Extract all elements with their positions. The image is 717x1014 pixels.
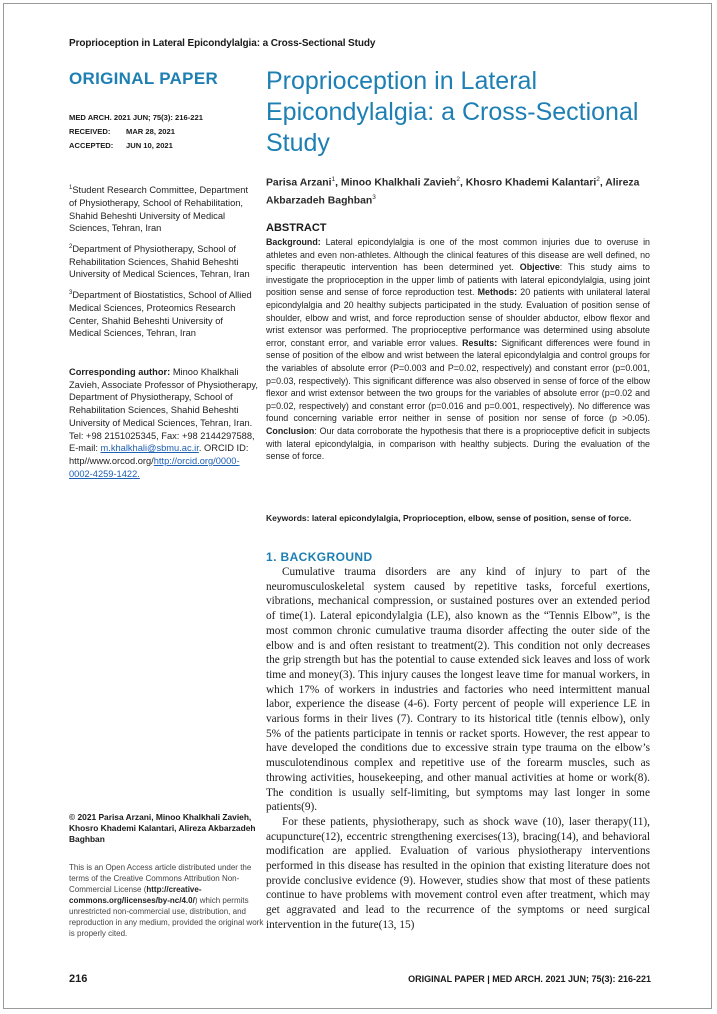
corresponding-text: Minoo Khalkhali Zavieh, Associate Professor of Physiotherapy, Department of Physiotherapy, School of Rehabilitation Sciences, Shahid Beheshti University of Medical Sciences, Tehran, Iran. Tel: +98 2151025345, Fax: +98 2144297588, E-mail:	[69, 367, 258, 454]
accepted-date: JUN 10, 2021	[126, 141, 173, 150]
accepted-row	[69, 139, 203, 153]
received-date: MAR 28, 2021	[126, 127, 175, 136]
received-label: RECEIVED:	[69, 127, 111, 136]
author-name: Alireza Akbarzadeh Baghban	[266, 177, 640, 207]
publication-meta	[69, 111, 203, 153]
author-name: Parisa Arzani	[266, 177, 332, 189]
corresponding-label: Corresponding author:	[69, 367, 171, 377]
abstract-body: Background: Lateral epicondylalgia is one of the most common injuries due to overuse in athletes and even non-athletes. Although the clinical features of this disease are well defined, no specific therapeutic intervention has been determined yet. Objective: This study aims to investigate the proprioception in the upper limb of patients with lateral epicondylalgia, using joint position sense and sense of force reproduction test. Methods: 20 patients with unilateral lateral epicondylalgia and 20 healthy subjects participated in the study. Evaluation of position sense of shoulder, elbow and wrist, and force reproduction sense of shoulder abductor, elbow flexor and wrist extensor was performed. The proprioceptive performance was determined using absolute error, constant error, and variable error values. Results: Significant differences were found in sense of position of the elbow and wrist between the lateral epicondylalgia and control groups for the variables of absolute error (P=0.003 and P=0.02, respectively) and constant error (p=0.001, p=0.03, respectively). This significant difference was also observed in sense of force of the elbow flexor and wrist extensor between the two groups for the variables of absolute error (p=0.02 and p=0.02, respectively) and constant error (p=0.016 and p=0.001, respectively). No difference was found concerning variable error neither in sense of position nor sense of force (p >0.05). Conclusion: Our data corroborate the hypothesis that there is a proprioceptive deficit in subjects with lateral epicondylalgia, in comparison with healthy subjects. During the evaluation of the sense of force.	[266, 237, 651, 462]
accepted-label: ACCEPTED:	[69, 141, 114, 150]
received-row	[69, 125, 203, 139]
paragraph: For these patients, physiotherapy, such as shock wave (10), laser therapy(11), acupuncture(12), eccentric strengthening exercises(13), bracing(14), and behavioral modification are applied. Evaluation of various physiotherapy interventions performed in this disease has resulted in the opinion that existing literature does not provide conclusive evidence (9). However, studies show that most of these patients continue to have problems with movement control even after treatment, which may get aggravated and lead to the recurrence of the symptoms or need surgical intervention in the future(13, 15)	[266, 815, 650, 931]
affiliation: $^1$Student Research Committee, Department of Physiotherapy, School of Rehabilitation, Shahid Beheshti University of Medical Sciences, Tehran, Iran	[69, 185, 249, 234]
paragraph: Cumulative trauma disorders are any kind of injury to part of the neuromusculoskeletal system caused by repetitive tasks, forceful exertions, vibrations, mechanical compression, or sustained postures over an extended period of time(1). Lateral epicondylalgia (LE), also known as the “Tennis Elbow”, is the most common chronic cumulative trauma disorder affecting the outer side of the elbow and is and often resistant to treatment(2). This condition not only decreases the grip strength but has the potential to cause extended sick leaves and loss of work time and money(3). This injury causes the longest leave time for manual workers, in which 17% of workers in industries and factories who need intermittent manual labor, experience the disease (4-6). Forty percent of people will experience LE in various forms in their lives (7). Contrary to its historical title (tennis elbow), only 5% of the patients participate in tennis or racket sports. However, the rest appear to have developed the conditions due to excessive strain type trauma on the elbow’s musculotendinous complex and repetitive use of the forearm muscles, such as throwing activities, housekeeping, and other manual activities at home or work(8). The condition is usually self-limiting, but symptoms may last longer in some patients(9).	[266, 566, 650, 814]
running-head: Proprioception in Lateral Epicondylalgia: a Cross-Sectional Study	[69, 38, 376, 49]
email-link[interactable]: m.khalkhali@sbmu.ac.ir	[100, 443, 199, 454]
affiliation: $^2$Department of Physiotherapy, School of Rehabilitation Sciences, Shahid Beheshti University of Medical Sciences, Tehran, Iran	[69, 243, 250, 280]
abstract-heading: ABSTRACT	[266, 222, 327, 234]
orcid-link[interactable]: http://orcid.org/0000-0002-4259-1422.	[69, 455, 240, 479]
article-type-label: ORIGINAL PAPER	[69, 69, 219, 88]
author-list: Parisa Arzani$^1$, Minoo Khalkhali Zavieh$^2$, Khosro Khademi Kalantari$^2$, Alireza Akbarzadeh Baghban$^3$	[266, 176, 640, 207]
corresponding-author: Corresponding author: Minoo Khalkhali Zavieh, Associate Professor of Physiotherapy, Department of Physiotherapy, School of Rehabilitation Sciences, Shahid Beheshti University of Medical Sciences, Tehran, Iran. Tel: +98 2151025345, Fax: +98 2144297588, E-mail: m.khalkhali@sbmu.ac.ir. ORCID ID: http//www.orcod.org/http://orcid.org/0000-0002-4259-1422.	[69, 367, 258, 479]
keywords: Keywords: lateral epicondylalgia, Proprioception, elbow, sense of position, sense of force.	[266, 513, 632, 523]
body-text	[266, 565, 650, 933]
section-heading: 1. BACKGROUND	[266, 550, 373, 564]
author-name: Khosro Khademi Kalantari	[465, 177, 597, 189]
page-number: 216	[69, 973, 88, 985]
article-title: Proprioception in Lateral Epicondylalgia: a Cross-Sectional Study	[266, 67, 639, 157]
copyright-notice: © 2021 Parisa Arzani, Minoo Khalkhali Zavieh, Khosro Khademi Kalantari, Alireza Akbarzadeh Baghban	[69, 812, 256, 845]
citation: MED ARCH. 2021 JUN; 75(3): 216-221	[69, 113, 203, 122]
license-text: This is an Open Access article distributed under the terms of the Creative Commons Attribution Non-Commercial License (http://creative-commons.org/licenses/by-nc/4.0/) which permits unrestricted non-commercial use, distribution, and reproduction in any medium, provided the original work is properly cited.	[69, 863, 264, 938]
affiliation: $^3$Department of Biostatistics, School of Allied Medical Sciences, Proteomics Research Center, Shahid Beheshti University of Medical Sciences, Tehran, Iran	[69, 290, 252, 339]
license-url: http://creative-commons.org/licenses/by-nc/4.0/	[69, 885, 202, 905]
affiliations	[69, 182, 255, 346]
author-name: Minoo Khalkhali Zavieh	[340, 177, 457, 189]
footer-citation: ORIGINAL PAPER | MED ARCH. 2021 JUN; 75(3): 216-221	[408, 974, 651, 984]
